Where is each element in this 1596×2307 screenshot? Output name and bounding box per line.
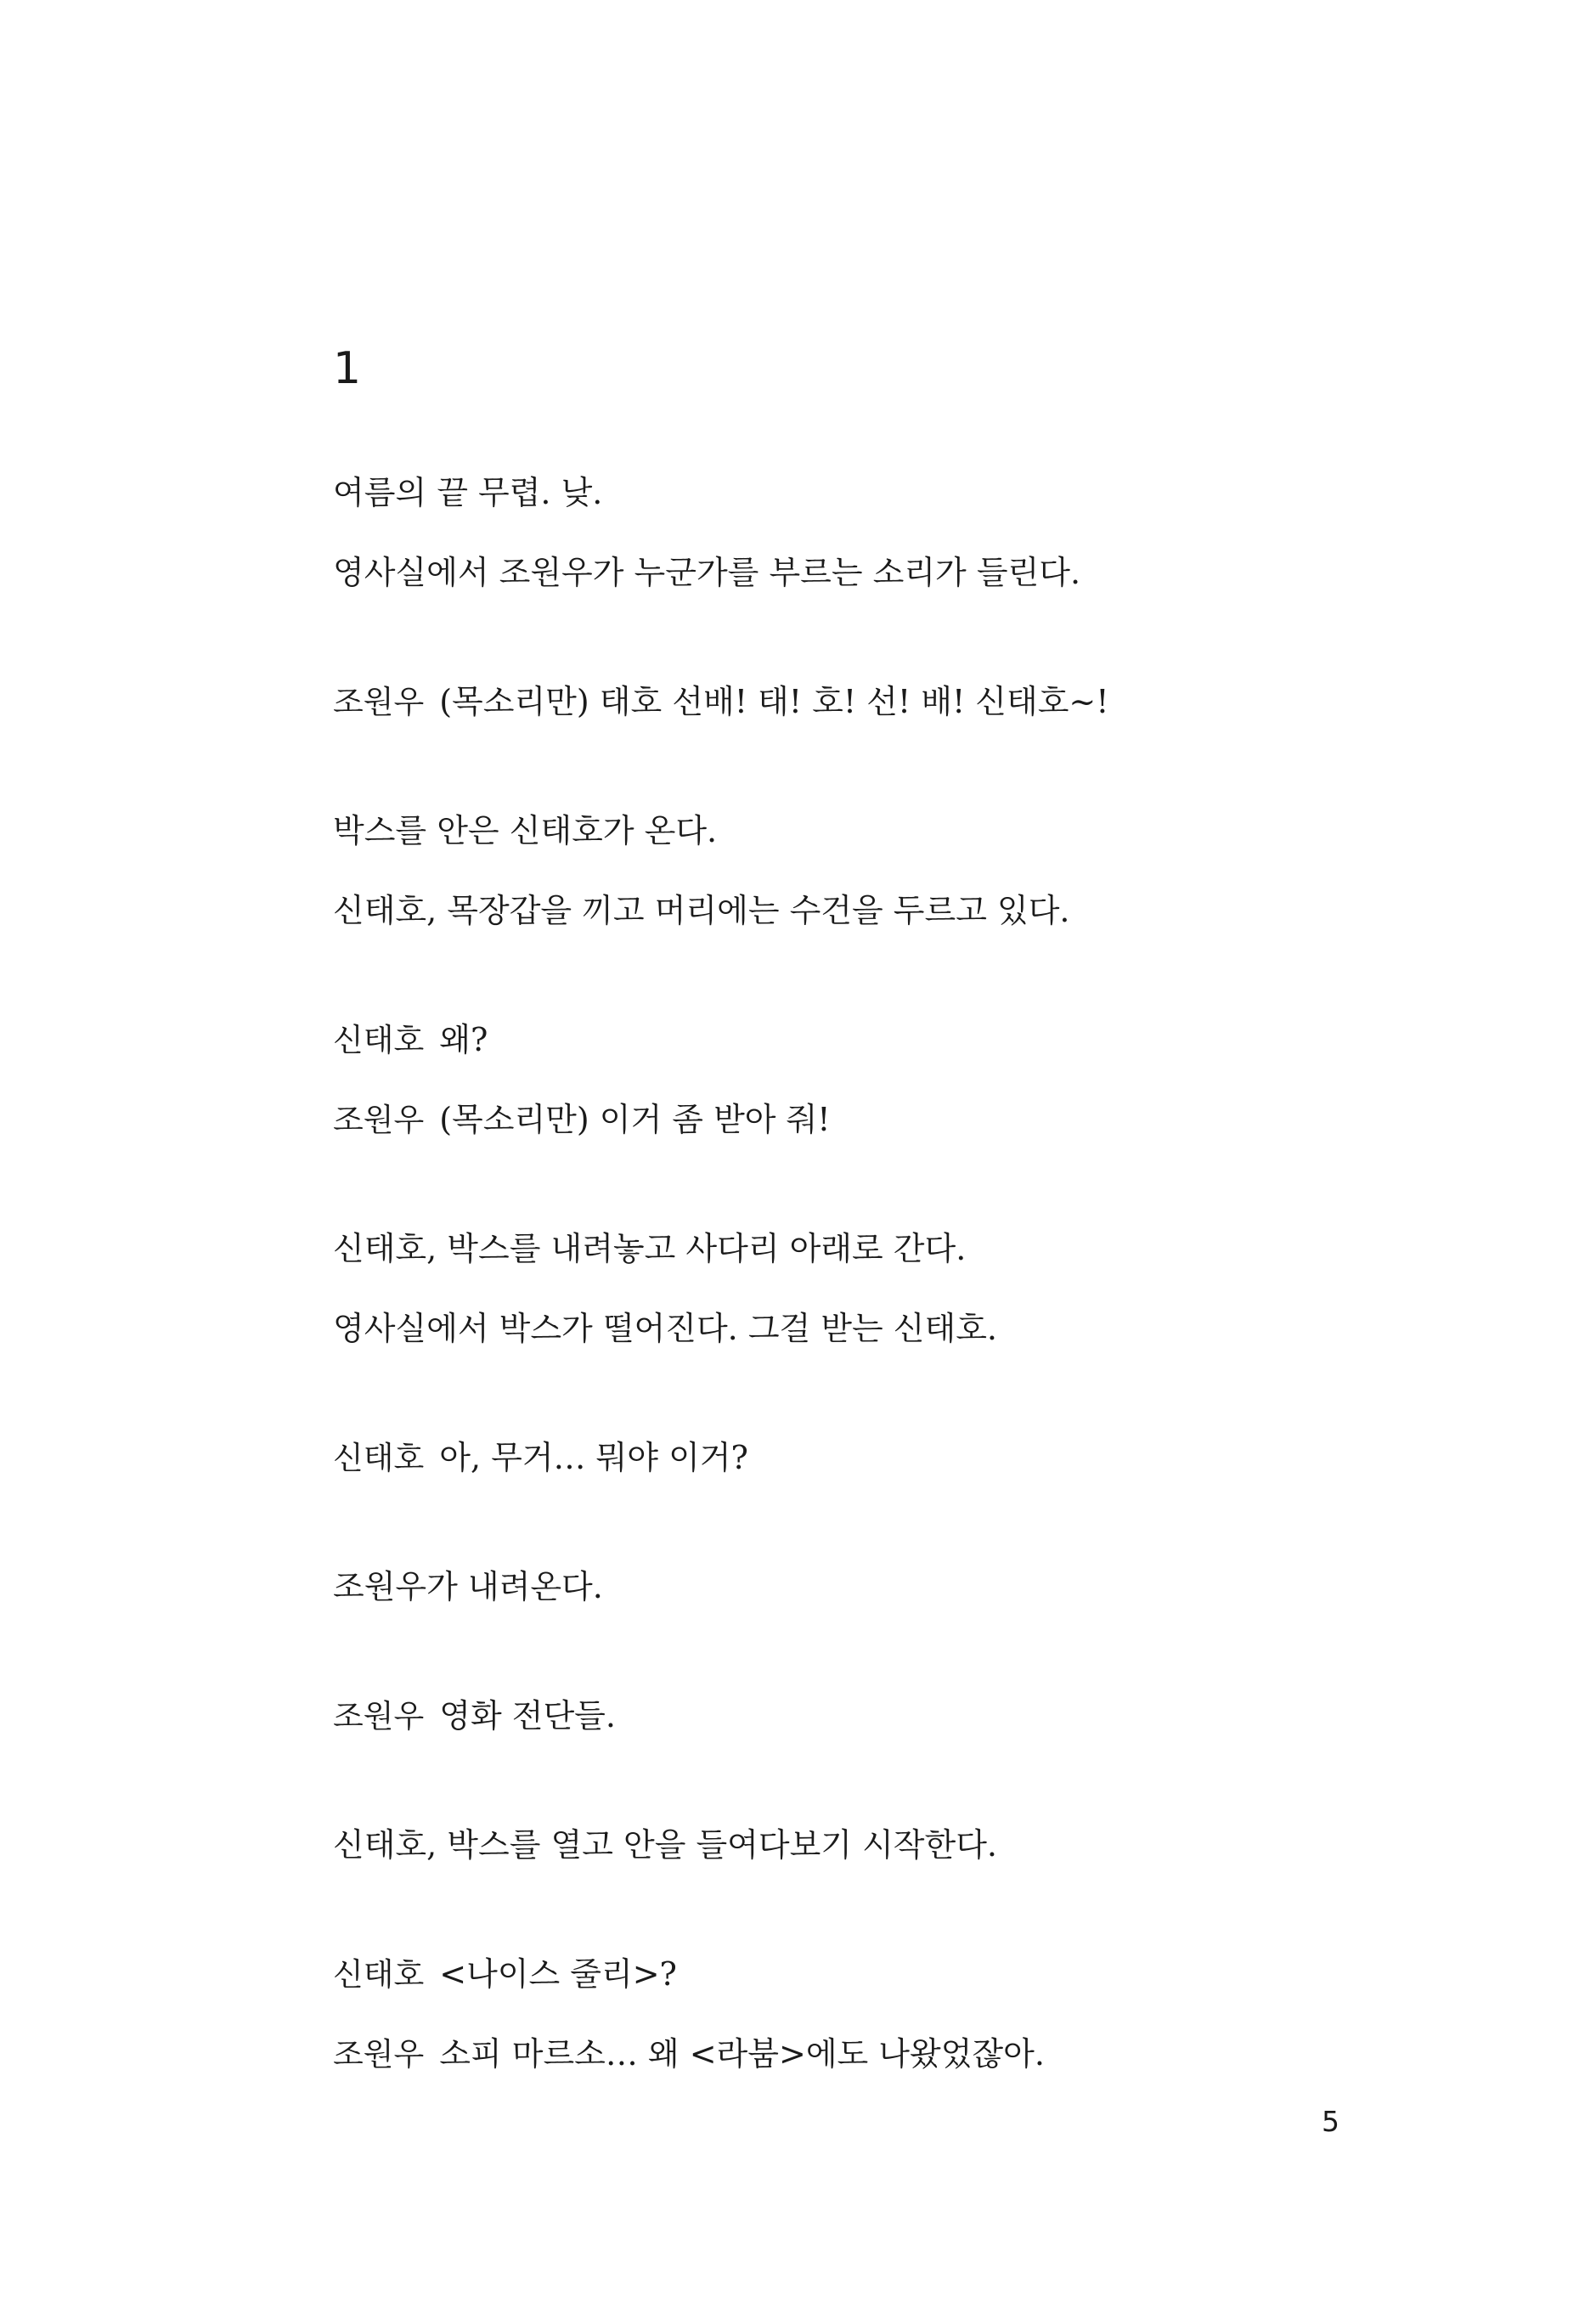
- action-line: 박스를 안은 신태호가 온다.: [333, 812, 718, 849]
- speaker-name: 조원우: [333, 1102, 425, 1138]
- speaker-name: 신태호: [333, 1022, 425, 1058]
- dialogue-line: [333, 1953, 1437, 1995]
- action-line: 영사실에서 조원우가 누군가를 부르는 소리가 들린다.: [333, 554, 1081, 591]
- dialogue-text: 소피 마르소… 왜 <라붐>에도 나왔었잖아.: [439, 2035, 1045, 2073]
- dialogue-text: 왜?: [439, 1021, 488, 1058]
- speaker-name: 신태호: [333, 1956, 425, 1993]
- dialogue-text: (목소리만) 태호 선배! 태! 호! 선! 배! 신태호~!: [439, 683, 1109, 720]
- action-line: 신태호, 목장갑을 끼고 머리에는 수건을 두르고 있다.: [333, 892, 1070, 929]
- speaker-name: 신태호: [333, 1440, 425, 1476]
- speaker-name: 조원우: [333, 1698, 425, 1734]
- dialogue-line: [333, 1436, 1437, 1479]
- speaker-name: 조원우: [333, 2036, 425, 2073]
- speaker-name: 조원우: [333, 684, 425, 720]
- dialogue-line: [333, 1018, 1437, 1061]
- action-line: 영사실에서 박스가 떨어진다. 그걸 받는 신태호.: [333, 1310, 998, 1347]
- dialogue-text: (목소리만) 이거 좀 받아 줘!: [439, 1101, 831, 1138]
- dialogue-line: [333, 2033, 1437, 2075]
- dialogue-text: 영화 전단들.: [439, 1697, 616, 1734]
- page-number: 5: [1322, 2105, 1339, 2138]
- dialogue-text: <나이스 줄리>?: [439, 1955, 677, 1993]
- dialogue-line: [333, 1695, 1437, 1737]
- scene-number: 1: [333, 343, 362, 394]
- action-line: 신태호, 박스를 열고 안을 들여다보기 시작한다.: [333, 1826, 998, 1864]
- dialogue-line: [333, 1098, 1437, 1141]
- script-body: [333, 471, 1437, 2112]
- dialogue-line: [333, 680, 1437, 723]
- action-line: 조원우가 내려온다.: [333, 1568, 603, 1605]
- action-line: 신태호, 박스를 내려놓고 사다리 아래로 간다.: [333, 1230, 967, 1267]
- dialogue-text: 아, 무거… 뭐야 이거?: [439, 1439, 748, 1476]
- action-line: 여름의 끝 무렵. 낮.: [333, 474, 603, 511]
